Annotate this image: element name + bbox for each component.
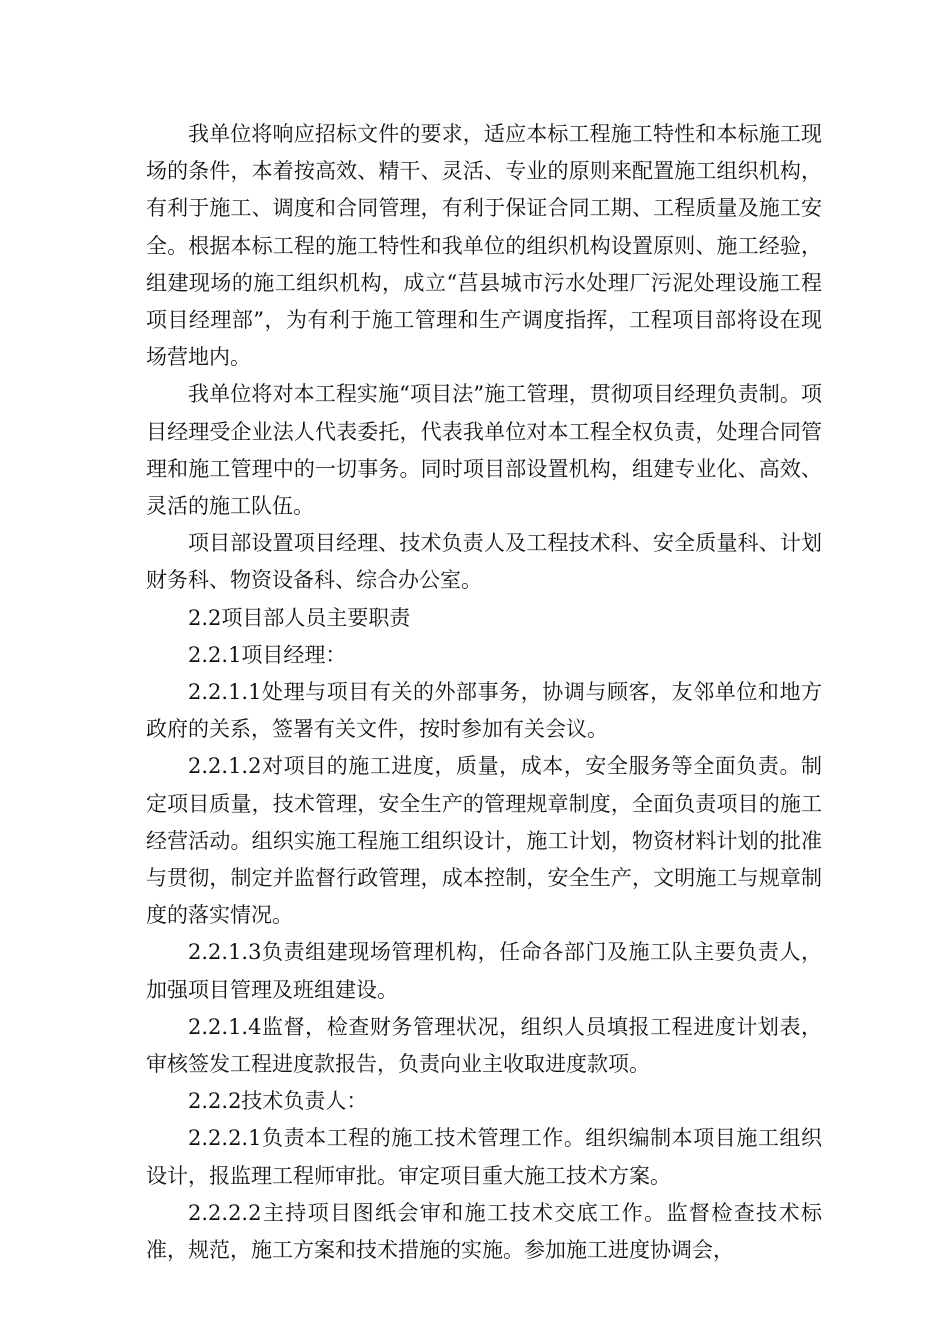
paragraph-2-2-1-2: 2.2.1.2对项目的施工进度，质量，成本，安全服务等全面负责。制定项目质量，技术管理，安全生产的管理规章制度，全面负责项目的施工经营活动。组织实施工程施工组织设计，施工计划，物资材料计划的批准与贯彻，制定并监督行政管理，成本控制，安全生产，文明施工与规章制度的落实情况。 bbox=[146, 754, 822, 928]
paragraph-2-2-1-1: 2.2.1.1处理与项目有关的外部事务，协调与顾客，友邻单位和地方政府的关系，签署有关文件，按时参加有关会议。 bbox=[146, 680, 822, 742]
paragraph-departments: 项目部设置项目经理、技术负责人及工程技术科、安全质量科、计划财务科、物资设备科、综合办公室。 bbox=[146, 531, 822, 593]
paragraph-project-law: 我单位将对本工程实施“项目法”施工管理，贯彻项目经理负责制。项目经理受企业法人代表委托，代表我单位对本工程全权负责，处理合同管理和施工管理中的一切事务。同时项目部设置机构，组建专业化、高效、灵活的施工队伍。 bbox=[146, 382, 822, 519]
paragraph-2-2-2-2: 2.2.2.2主持项目图纸会审和施工技术交底工作。监督检查技术标准，规范，施工方案和技术措施的实施。参加施工进度协调会， bbox=[146, 1200, 822, 1263]
section-heading-2-2: 2.2项目部人员主要职责 bbox=[188, 605, 411, 630]
paragraph-2-2-2-1: 2.2.2.1负责本工程的施工技术管理工作。组织编制本项目施工组织设计，报监理工程师审批。审定项目重大施工技术方案。 bbox=[146, 1126, 822, 1188]
paragraph-org-setup: 我单位将响应招标文件的要求，适应本标工程施工特性和本标施工现场的条件，本着按高效、精干、灵活、专业的原则来配置施工组织机构，有利于施工、调度和合同管理，有利于保证合同工期、工程质量及施工安全。根据本标工程的施工特性和我单位的组织机构设置原则、施工经验，组建现场的施工组织机构，成立“莒县城市污水处理厂污泥处理设施工程项目经理部”，为有利于施工管理和生产调度指挥，工程项目部将设在现场营地内。 bbox=[146, 122, 822, 370]
document-body bbox=[146, 116, 822, 1269]
section-heading-2-2-2: 2.2.2技术负责人： bbox=[188, 1089, 368, 1114]
paragraph-2-2-1-4: 2.2.1.4监督，检查财务管理状况，组织人员填报工程进度计划表，审核签发工程进度款报告，负责向业主收取进度款项。 bbox=[146, 1014, 822, 1077]
section-heading-2-2-1: 2.2.1项目经理： bbox=[188, 642, 347, 667]
paragraph-2-2-1-3: 2.2.1.3负责组建现场管理机构，任命各部门及施工队主要负责人，加强项目管理及班组建设。 bbox=[146, 940, 822, 1002]
